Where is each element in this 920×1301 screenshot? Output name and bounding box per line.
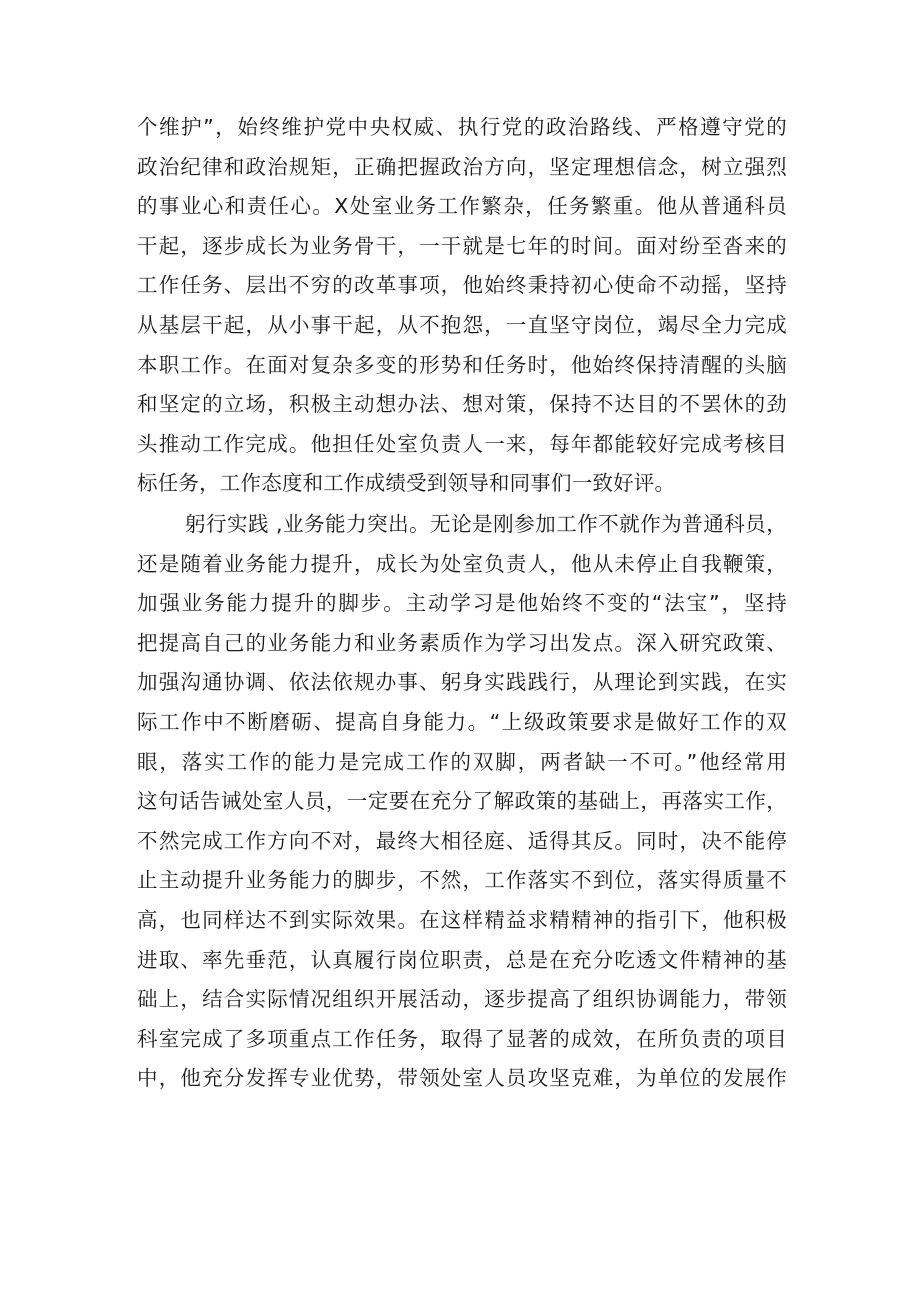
- paragraph-1: [137, 108, 787, 504]
- paragraph-2-line: 还是随着业务能力提升，成长为处室负责人，他从未停止自我鞭策，: [137, 551, 787, 576]
- paragraph-2-line: 加强沟通协调、依法依规办事、躬身实践践行，从理论到实践，在实: [137, 670, 787, 695]
- paragraph-2-line: 高，也同样达不到实际效果。在这样精益求精精神的指引下，他积极: [137, 907, 787, 932]
- paragraph-2-line: 加强业务能力提升的脚步。主动学习是他始终不变的“法宝”，坚持: [137, 591, 787, 616]
- paragraph-2-line: 把提高自己的业务能力和业务素质作为学习出发点。深入研究政策、: [137, 630, 787, 655]
- paragraph-1-line: 标任务，工作态度和工作成绩受到领导和同事们一致好评。: [137, 471, 676, 496]
- paragraph-2-line: 科室完成了多项重点工作任务，取得了显著的成效，在所负责的项目: [137, 1026, 787, 1051]
- paragraph-2: [137, 505, 787, 1099]
- paragraph-2-line: 际工作中不断磨砺、提高自身能力。“上级政策要求是做好工作的双: [137, 709, 787, 734]
- paragraph-1-line: 工作任务、层出不穷的改革事项，他始终秉持初心使命不动摇，坚持: [137, 273, 787, 298]
- paragraph-2-line: 不然完成工作方向不对，最终大相径庭、适得其反。同时，决不能停: [137, 828, 787, 853]
- paragraph-2-line: 止主动提升业务能力的脚步，不然，工作落实不到位，落实得质量不: [137, 868, 787, 893]
- paragraph-2-line: 这句话告诫处室人员，一定要在充分了解政策的基础上，再落实工作，: [137, 789, 787, 814]
- paragraph-2-line: 躬行实践 ,业务能力突出。无论是刚参加工作不就作为普通科员，: [185, 512, 787, 536]
- paragraph-1-line: 从基层干起，从小事干起，从不抱怨，一直坚守岗位，竭尽全力完成: [137, 312, 787, 337]
- paragraph-1-line: 本职工作。在面对复杂多变的形势和任务时，他始终保持清醒的头脑: [137, 352, 787, 377]
- paragraph-1-line: 干起，逐步成长为业务骨干，一干就是七年的时间。面对纷至沓来的: [137, 233, 787, 258]
- paragraph-1-line: 和坚定的立场，积极主动想办法、想对策，保持不达目的不罢休的劲: [137, 392, 787, 417]
- paragraph-1-line: 政治纪律和政治规矩，正确把握政治方向，坚定理想信念，树立强烈: [137, 154, 787, 179]
- paragraph-2-line: 眼，落实工作的能力是完成工作的双脚，两者缺一不可。”他经常用: [137, 749, 787, 774]
- paragraph-1-line: 头推动工作完成。他担任处室负责人一来，每年都能较好完成考核目: [137, 431, 787, 456]
- paragraph-2-line: 础上，结合实际情况组织开展活动，逐步提高了组织协调能力，带领: [137, 987, 787, 1012]
- paragraph-2-line: 中，他充分发挥专业优势，带领处室人员攻坚克难，为单位的发展作: [137, 1066, 787, 1091]
- paragraph-2-line: 进取、率先垂范，认真履行岗位职责，总是在充分吃透文件精神的基: [137, 947, 787, 972]
- paragraph-1-line: 个维护”，始终维护党中央权威、执行党的政治路线、严格遵守党的: [137, 115, 787, 139]
- paragraph-1-line: 的事业心和责任心。X处室业务工作繁杂，任务繁重。他从普通科员: [137, 194, 787, 219]
